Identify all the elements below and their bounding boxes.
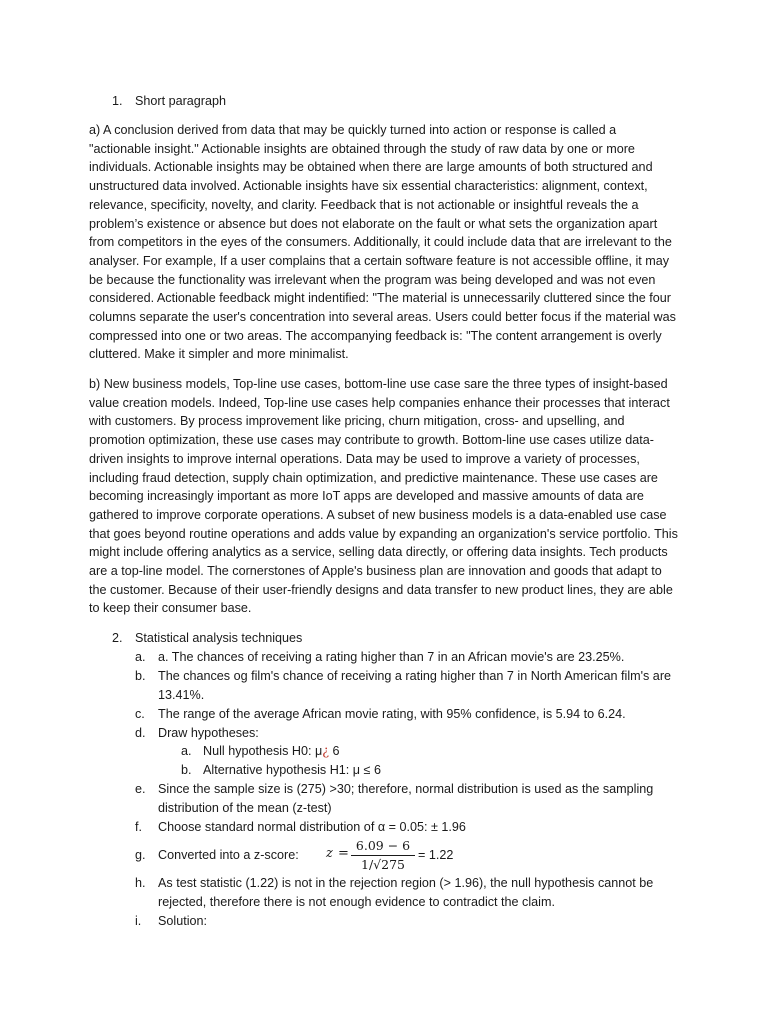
list-text: Since the sample size is (275) >30; therefore, normal distribution is used as the sampling distribution of the mean (z-test)	[158, 782, 654, 815]
list-text: Choose standard normal distribution of α = 0.05: ± 1.96	[158, 820, 466, 834]
fraction	[351, 838, 415, 873]
list-item-g	[135, 838, 535, 872]
z-score-result: = 1.22	[418, 848, 454, 862]
hypothesis-text: Alternative hypothesis H1: μ ≤ 6	[203, 763, 381, 777]
fraction-bar	[351, 855, 415, 856]
list-marker: c.	[135, 707, 145, 721]
hypothesis-text: Null hypothesis H0: μ	[203, 744, 323, 758]
section-2-number: 2.	[112, 631, 123, 645]
list-text: The chances og film's chance of receiving a rating higher than 7 in North American film's are 13.41%.	[158, 669, 672, 702]
equals-sign: =	[338, 846, 349, 861]
list-marker: g.	[135, 848, 146, 862]
list-marker: i.	[135, 914, 142, 928]
list-text: Converted into a z-score:	[158, 848, 299, 862]
list-text: The range of the average African movie rating, with 95% confidence, is 5.94 to 6.24.	[158, 707, 626, 721]
list-marker: b.	[135, 669, 146, 683]
list-text: a. The chances of receiving a rating higher than 7 in an African movie's are 23.25%.	[158, 650, 625, 664]
section-1-title: Short paragraph	[135, 94, 227, 108]
hypothesis-value: 6	[329, 744, 340, 758]
paragraph-b: b) New business models, Top-line use cases, bottom-line use case sare the three types of insight-based value creation models. Indeed, Top-line use cases help companies enhance their processes that interact with customers. By process improvement like pricing, churn mitigation, cross- and upselling, and promotion optimization, these use cases may contribute to growth. Bottom-line use cases utilize data-driven insights to improve internal operations. Data may be used to improve a variety of processes, including fraud detection, supply chain optimization, and predictive maintenance. These use cases are becoming increasingly important as more IoT apps are developed and massive amounts of data are gathered to improve corporate operations. A subset of new business models is a data-enabled use case that goes beyond routine operations and adds value by expanding an organization's service portfolio. This might include offering analytics as a service, selling data directly, or offering data insights. Tech products are a top-line model. The cornerstones of Apple's business plan are innovation and goods that adapt to the customer. Because of their user-friendly designs and data transfer to new product lines, they are able to keep their consumer base.	[89, 377, 678, 616]
list-text: Draw hypotheses:	[158, 726, 259, 740]
list-marker: a.	[135, 650, 146, 664]
list-marker: d.	[135, 726, 146, 740]
list-marker: h.	[135, 876, 146, 890]
sub-marker: a.	[181, 744, 192, 758]
paragraph-a: a) A conclusion derived from data that may be quickly turned into action or response is called a "actionable insight." Actionable insights are obtained through the study of raw data by one or more individuals. Actionable insights may be obtained when there are large amounts of both structured and unstructured data involved. Actionable insights have six essential characteristics: alignment, context, relevance, specificity, novelty, and clarity. Feedback that is not actionable or insightful reveals the a problem’s existence or absence but does not elaborate on the fault or what sets the organization apart from competitors in the eyes of the consumers. Additionally, it could include data that are irrelevant to the analyser. For example, If a user complains that a certain software feature is not accessible offline, it may be because the functionality was irrelevant when the program was being developed and was not even considered. Actionable feedback might indentified: "The material is unnecessarily cluttered since the four columns separate the user's concentration into several areas. Users could better focus if the material was compressed into one or two areas. The accompanying feedback is: "The content arrangement is overly cluttered. Make it simpler and more minimalist.	[89, 123, 676, 362]
numerator: 6.09 − 6	[355, 838, 411, 853]
z-variable: z	[326, 846, 333, 861]
list-text: As test statistic (1.22) is not in the rejection region (> 1.96), the null hypothesis cannot be rejected, therefore there is not enough evidence to contradict the claim.	[158, 876, 654, 909]
section-1-number: 1.	[112, 94, 123, 108]
sub-marker: b.	[181, 763, 192, 777]
list-marker: f.	[135, 820, 142, 834]
list-text: Solution:	[158, 914, 208, 928]
section-2-title: Statistical analysis techniques	[135, 631, 303, 645]
list-marker: e.	[135, 782, 146, 796]
denominator: 1/√275	[361, 857, 405, 872]
inverted-question-symbol: ¿	[322, 743, 330, 758]
